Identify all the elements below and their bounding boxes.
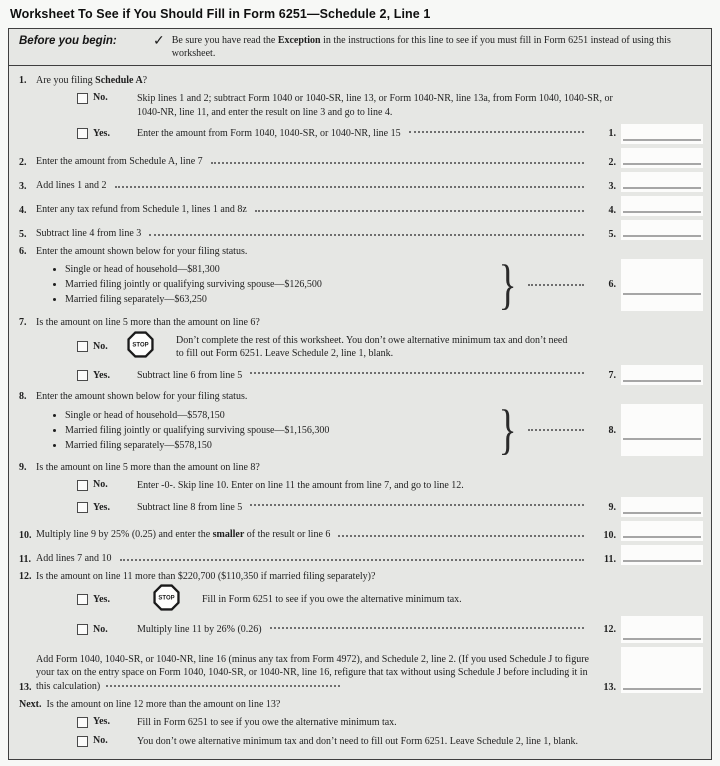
line-1-text-post: ? xyxy=(142,75,148,87)
line-12-question xyxy=(19,570,703,583)
line-9-entry-number: 9. xyxy=(608,501,616,513)
line-10-text-post: of the result or line 6 xyxy=(244,529,331,541)
line-12-no-label: No. xyxy=(93,624,108,636)
line-4-row xyxy=(19,196,703,216)
line-7-entry-field[interactable] xyxy=(621,365,703,385)
line-2-dotted-leader xyxy=(211,162,584,164)
line-8-text: Enter the amount shown below for your filing status. xyxy=(36,391,248,403)
line-1-dotted-leader xyxy=(409,131,584,133)
line-9-entry-field[interactable] xyxy=(621,497,703,517)
line-6-entry-field[interactable] xyxy=(621,259,703,311)
page-title: Worksheet To See if You Should Fill in Form 6251—Schedule 2, Line 1 xyxy=(10,7,431,21)
stop-icon-label: STOP xyxy=(132,343,149,350)
next-question xyxy=(19,698,703,711)
line-6-bullet-list xyxy=(19,262,497,307)
line-9-text: Is the amount on line 5 more than the amount on line 8? xyxy=(36,462,260,474)
line-8-entry-field[interactable] xyxy=(621,404,703,456)
line-9-no-text: Enter -0-. Skip line 10. Enter on line 11 the amount from line 7, and go to line 12. xyxy=(137,480,464,492)
stop-icon-label: STOP xyxy=(158,596,175,603)
line-13-entry-field[interactable] xyxy=(621,647,703,693)
line-8-question xyxy=(19,390,703,403)
line-12-yes-checkbox[interactable] xyxy=(77,594,88,605)
line-1-option-yes xyxy=(19,124,703,144)
line-7-dotted-leader xyxy=(250,372,584,374)
line-8-entry-number: 8. xyxy=(608,424,616,436)
next-text: Is the amount on line 12 more than the amount on line 13? xyxy=(46,699,281,711)
line-7-yes-label: Yes. xyxy=(93,369,110,381)
line-5-number: 5. xyxy=(19,228,27,240)
line-6-text: Enter the amount shown below for your filing status. xyxy=(36,245,248,257)
line-9-no-checkbox[interactable] xyxy=(77,480,88,491)
before-text-bold: Exception xyxy=(277,35,321,46)
line-2-row xyxy=(19,148,703,168)
line-1-question xyxy=(19,74,703,87)
next-option-yes xyxy=(19,716,703,729)
before-text-post: in the instructions for this line to see if you must fill in Form 6251 instead of using this worksheet. xyxy=(171,35,671,60)
line-8-section xyxy=(19,390,703,461)
line-12-option-yes xyxy=(19,588,703,611)
line-7-no-checkbox[interactable] xyxy=(77,341,88,352)
line-7-option-yes xyxy=(19,365,703,385)
line-6-question xyxy=(19,245,703,258)
line-1-entry-number: 1. xyxy=(608,128,616,140)
line-5-entry-number: 5. xyxy=(608,228,616,240)
checkmark-icon: ✓ xyxy=(153,34,165,49)
line-13-text xyxy=(36,653,592,694)
line-7-no-text: Don’t complete the rest of this worksheet. You don’t owe alternative minimum tax and don’t need to fill out Form 6251. Leave Schedule 2, line 1, blank. xyxy=(176,334,568,359)
line-8-bullet-married-separately: • Married filing separately—$578,150 xyxy=(65,438,497,453)
line-12-no-checkbox[interactable] xyxy=(77,624,88,635)
line-13-text-body: Add Form 1040, 1040-SR, or 1040-NR, line 16 (minus any tax from Form 4972), and Schedule 2, line 2. (If you used Schedule J to figure your tax on the entry space on Form 1040, 1040-SR, or 1040-NR, line 16, refigure that tax without using Schedule J before including it in this calculation) xyxy=(36,653,589,692)
line-6-entry-number: 6. xyxy=(608,279,616,291)
before-you-begin-text xyxy=(172,34,705,60)
line-11-number: 11. xyxy=(19,554,31,566)
line-6-dotted-leader xyxy=(528,284,584,286)
line-9-option-yes xyxy=(19,497,703,517)
next-yes-label: Yes. xyxy=(93,716,110,728)
line-2-entry-number: 2. xyxy=(608,156,616,168)
line-9-number: 9. xyxy=(19,462,27,474)
curly-brace-icon: } xyxy=(498,398,517,461)
line-10-entry-field[interactable] xyxy=(621,521,703,541)
line-2-number: 2. xyxy=(19,156,27,168)
line-6-bullet-single: • Single or head of household—$81,300 xyxy=(65,262,497,277)
line-13-row xyxy=(19,647,703,693)
line-7-number: 7. xyxy=(19,316,27,328)
line-1-entry-field[interactable] xyxy=(621,124,703,144)
line-7-entry-number: 7. xyxy=(608,369,616,381)
line-12-number: 12. xyxy=(19,571,32,583)
before-you-begin-row xyxy=(9,29,711,66)
line-1-yes-label: Yes. xyxy=(93,128,110,140)
line-1-text-bold: Schedule A xyxy=(95,75,143,87)
next-yes-checkbox[interactable] xyxy=(77,717,88,728)
line-9-yes-checkbox[interactable] xyxy=(77,502,88,513)
line-4-number: 4. xyxy=(19,204,27,216)
line-2-text: Enter the amount from Schedule A, line 7 xyxy=(36,155,203,167)
line-1-yes-checkbox[interactable] xyxy=(77,128,88,139)
line-9-yes-label: Yes. xyxy=(93,501,110,513)
line-10-text xyxy=(36,528,330,541)
curly-brace-icon: } xyxy=(498,253,517,315)
line-12-dotted-leader xyxy=(270,627,584,629)
line-1-number: 1. xyxy=(19,75,27,87)
line-10-dotted-leader xyxy=(338,535,584,537)
line-10-text-pre: Multiply line 9 by 25% (0.25) and enter the xyxy=(36,529,213,541)
line-12-entry-number: 12. xyxy=(603,624,616,636)
line-8-bullet-list xyxy=(19,408,497,453)
line-7-question xyxy=(19,316,703,329)
line-10-row xyxy=(19,521,703,541)
line-5-text: Subtract line 4 from line 3 xyxy=(36,227,142,239)
line-1-no-text: Skip lines 1 and 2; subtract Form 1040 or 1040-SR, line 13, or Form 1040-NR, line 13a, from Form 1040, 1040-SR, or 1040-NR, line 11, and enter the result on line 3 and go to line 4. xyxy=(137,93,613,118)
line-9-yes-text: Subtract line 8 from line 5 xyxy=(137,501,243,513)
stop-sign-icon xyxy=(127,331,154,358)
line-6-options xyxy=(19,253,703,315)
line-3-row xyxy=(19,172,703,192)
next-no-checkbox[interactable] xyxy=(77,736,88,747)
before-you-begin-label: Before you begin: xyxy=(19,35,117,47)
line-8-options xyxy=(19,398,703,461)
line-10-entry-number: 10. xyxy=(603,530,616,542)
line-9-no-label: No. xyxy=(93,479,108,491)
line-5-row xyxy=(19,220,703,240)
line-9-dotted-leader xyxy=(250,504,584,506)
next-label: Next. xyxy=(19,699,42,711)
line-7-text: Is the amount on line 5 more than the amount on line 6? xyxy=(36,316,260,328)
line-13-number: 13. xyxy=(19,682,32,694)
line-12-no-text: Multiply line 11 by 26% (0.26) xyxy=(137,624,262,636)
line-1-no-checkbox[interactable] xyxy=(77,93,88,104)
line-4-entry-number: 4. xyxy=(608,204,616,216)
stop-sign-icon xyxy=(153,584,180,611)
line-7-yes-checkbox[interactable] xyxy=(77,370,88,381)
line-3-text: Add lines 1 and 2 xyxy=(36,179,107,191)
line-4-text: Enter any tax refund from Schedule 1, lines 1 and 8z xyxy=(36,203,247,215)
worksheet-box xyxy=(8,28,712,760)
line-6-section xyxy=(19,245,703,315)
next-no-text: You don’t owe alternative minimum tax and don’t need to fill out Form 6251. Leave Schedule 2, line 1, blank. xyxy=(137,735,579,747)
line-4-entry-field[interactable] xyxy=(621,196,703,216)
line-9-question xyxy=(19,461,703,474)
line-11-entry-number: 11. xyxy=(604,554,616,566)
next-option-no xyxy=(19,735,703,748)
line-11-dotted-leader xyxy=(120,559,584,561)
line-8-bullet-married-jointly: • Married filing jointly or qualifying surviving spouse—$1,156,300 xyxy=(65,423,497,438)
before-text-pre: Be sure you have read the xyxy=(171,35,278,46)
line-12-entry-field[interactable] xyxy=(621,616,703,643)
line-8-bullet-single: • Single or head of household—$578,150 xyxy=(65,408,497,423)
line-10-number: 10. xyxy=(19,530,32,542)
line-12-option-no xyxy=(19,616,703,643)
line-11-text: Add lines 7 and 10 xyxy=(36,553,112,565)
line-3-entry-field[interactable] xyxy=(621,172,703,192)
worksheet-body xyxy=(9,66,711,747)
next-yes-text: Fill in Form 6251 to see if you owe the alternative minimum tax. xyxy=(137,717,397,729)
line-1-text-pre: Are you filing xyxy=(36,75,96,87)
line-1-yes-text: Enter the amount from Form 1040, 1040-SR, or 1040-NR, line 15 xyxy=(137,128,401,140)
line-7-no-label: No. xyxy=(93,341,108,353)
line-5-entry-field[interactable] xyxy=(621,220,703,240)
line-8-number: 8. xyxy=(19,391,27,403)
line-10-text-bold: smaller xyxy=(212,529,245,541)
line-3-dotted-leader xyxy=(115,186,584,188)
line-6-bullet-married-jointly: • Married filing jointly or qualifying surviving spouse—$126,500 xyxy=(65,277,497,292)
line-7-option-no xyxy=(19,334,703,360)
line-13-entry-number: 13. xyxy=(603,682,616,694)
line-9-option-no xyxy=(19,479,703,492)
line-12-yes-label: Yes. xyxy=(93,594,110,606)
line-7-yes-text: Subtract line 6 from line 5 xyxy=(137,369,243,381)
line-8-dotted-leader xyxy=(528,429,584,431)
line-13-dotted-leader xyxy=(106,685,340,687)
line-3-entry-number: 3. xyxy=(608,180,616,192)
line-3-number: 3. xyxy=(19,180,27,192)
line-6-number: 6. xyxy=(19,245,27,257)
next-no-label: No. xyxy=(93,734,108,746)
line-12-yes-text: Fill in Form 6251 to see if you owe the alternative minimum tax. xyxy=(202,594,462,606)
line-12-text: Is the amount on line 11 more than $220,700 ($110,350 if married filing separately)? xyxy=(36,571,376,583)
line-1-no-label: No. xyxy=(93,92,108,104)
line-6-bullet-married-separately: • Married filing separately—$63,250 xyxy=(65,292,497,307)
line-5-dotted-leader xyxy=(149,234,584,236)
line-1-text xyxy=(36,74,147,87)
line-11-row xyxy=(19,545,703,565)
line-11-entry-field[interactable] xyxy=(621,545,703,565)
line-1-option-no xyxy=(19,92,703,118)
line-4-dotted-leader xyxy=(255,210,584,212)
line-2-entry-field[interactable] xyxy=(621,148,703,168)
